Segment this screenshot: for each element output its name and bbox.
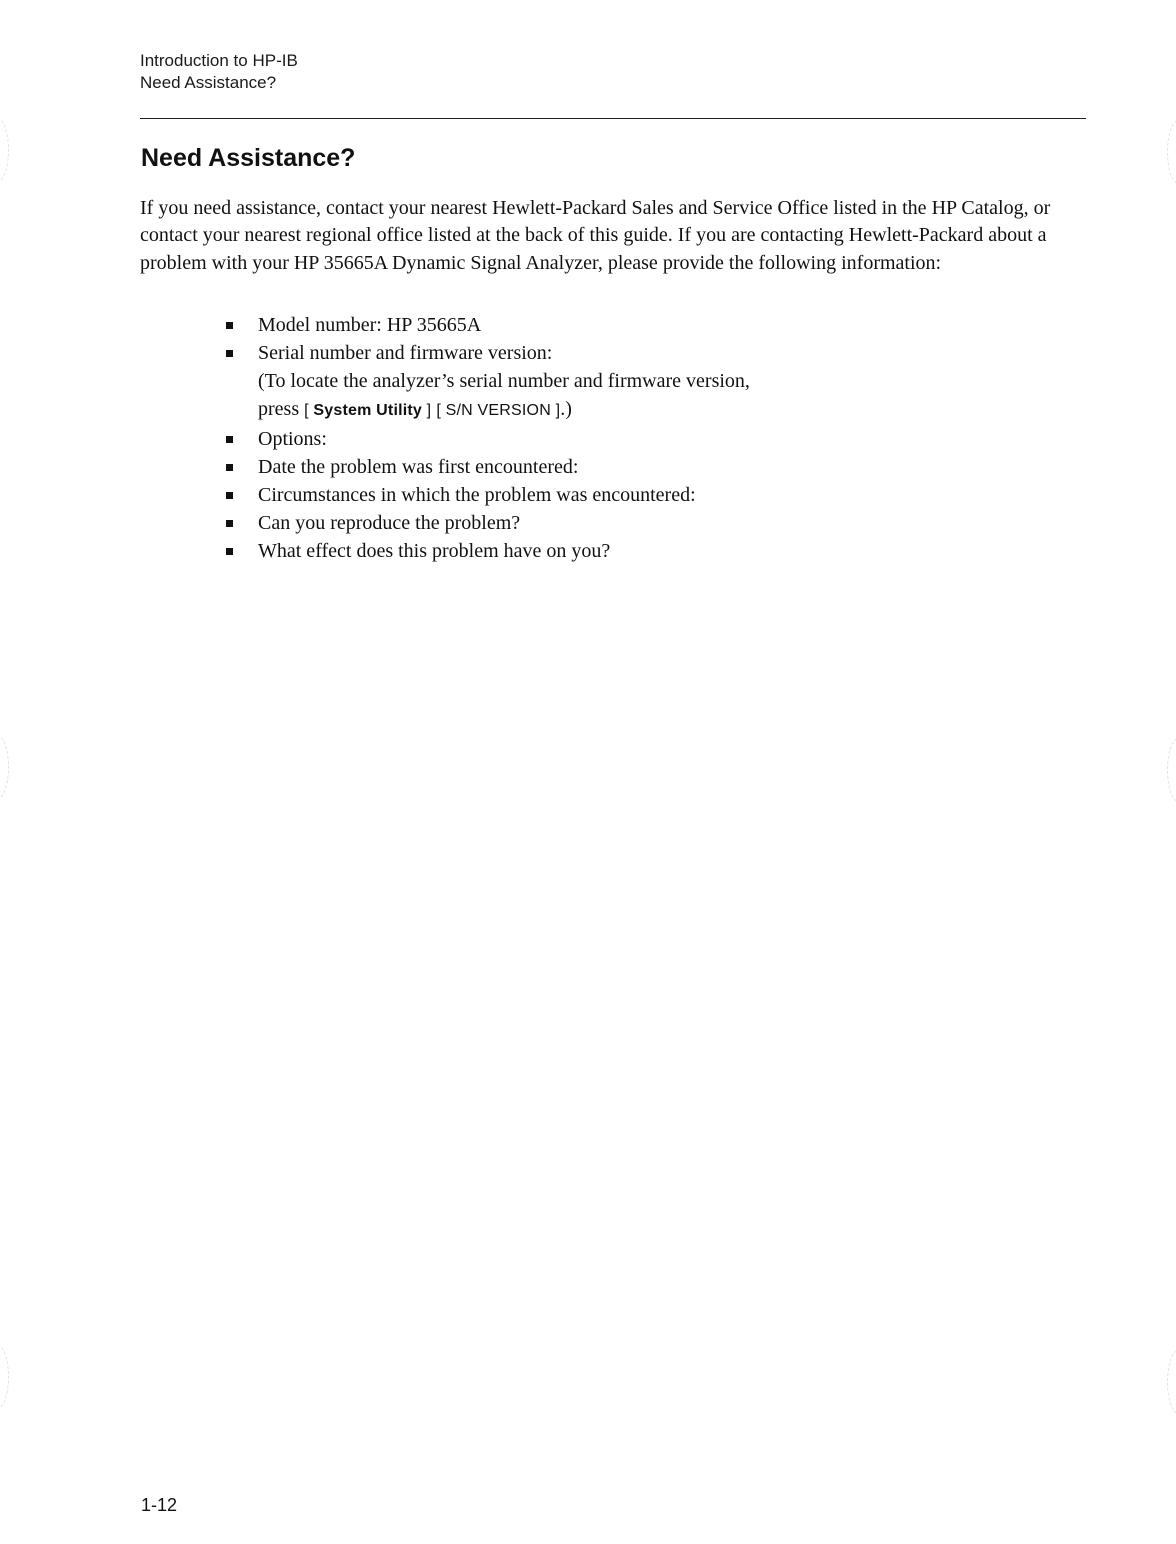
softkey-sn-version: [ S/N VERSION ] [436, 402, 561, 419]
locate-instruction: (To locate the analyzer’s serial number and firmware version, [258, 370, 750, 392]
list-item-date [226, 453, 750, 481]
binder-hole-shadow [1167, 1350, 1176, 1414]
list-item-options [226, 425, 750, 453]
info-list [226, 311, 750, 565]
binder-hole-shadow [0, 735, 9, 799]
binder-hole-shadow [0, 1345, 9, 1409]
running-header-chapter: Introduction to HP-IB [140, 51, 298, 70]
list-item-serial [226, 339, 750, 425]
list-item-text: Options: [258, 428, 327, 450]
page-title: Need Assistance? [141, 144, 356, 172]
softkey-label: S/N VERSION [445, 402, 551, 419]
list-item-text: Date the problem was first encountered: [258, 456, 579, 478]
bullet-icon [226, 464, 233, 471]
key-sequence: press [ System Utility ] [ S/N VERSION ].) [258, 398, 572, 420]
hardkey-label: System Utility [313, 402, 423, 419]
running-header [140, 50, 298, 94]
bullet-icon [226, 350, 233, 357]
bullet-icon [226, 520, 233, 527]
running-header-section: Need Assistance? [140, 73, 277, 92]
intro-paragraph: If you need assistance, contact your nearest Hewlett-Packard Sales and Service Office listed in the HP Catalog, or contact your nearest regional office listed at the back of this guide. If you are contacting Hewlett-Packard about a problem with your HP 35665A Dynamic Signal Analyzer, please provide the following information: [140, 197, 1051, 274]
list-item-text: What effect does this problem have on you? [258, 540, 611, 562]
list-item-effect [226, 537, 750, 565]
bullet-icon [226, 322, 233, 329]
list-item-reproduce [226, 509, 750, 537]
bullet-icon [226, 548, 233, 555]
binder-hole-shadow [0, 118, 9, 182]
bullet-icon [226, 436, 233, 443]
bullet-icon [226, 492, 233, 499]
binder-hole-shadow [1167, 738, 1176, 802]
list-item-model [226, 311, 750, 339]
list-item-text: Model number: HP 35665A [258, 314, 482, 336]
list-item-text: Can you reproduce the problem? [258, 512, 521, 534]
page-number: 1-12 [141, 1495, 178, 1515]
header-rule [140, 118, 1086, 119]
binder-hole-shadow [1167, 120, 1176, 184]
list-item-text: Circumstances in which the problem was encountered: [258, 484, 696, 506]
list-item-circumstances [226, 481, 750, 509]
list-item-text: Serial number and firmware version: [258, 342, 553, 364]
press-word: press [258, 398, 300, 420]
hardkey-system-utility: [ System Utility ] [304, 402, 432, 419]
